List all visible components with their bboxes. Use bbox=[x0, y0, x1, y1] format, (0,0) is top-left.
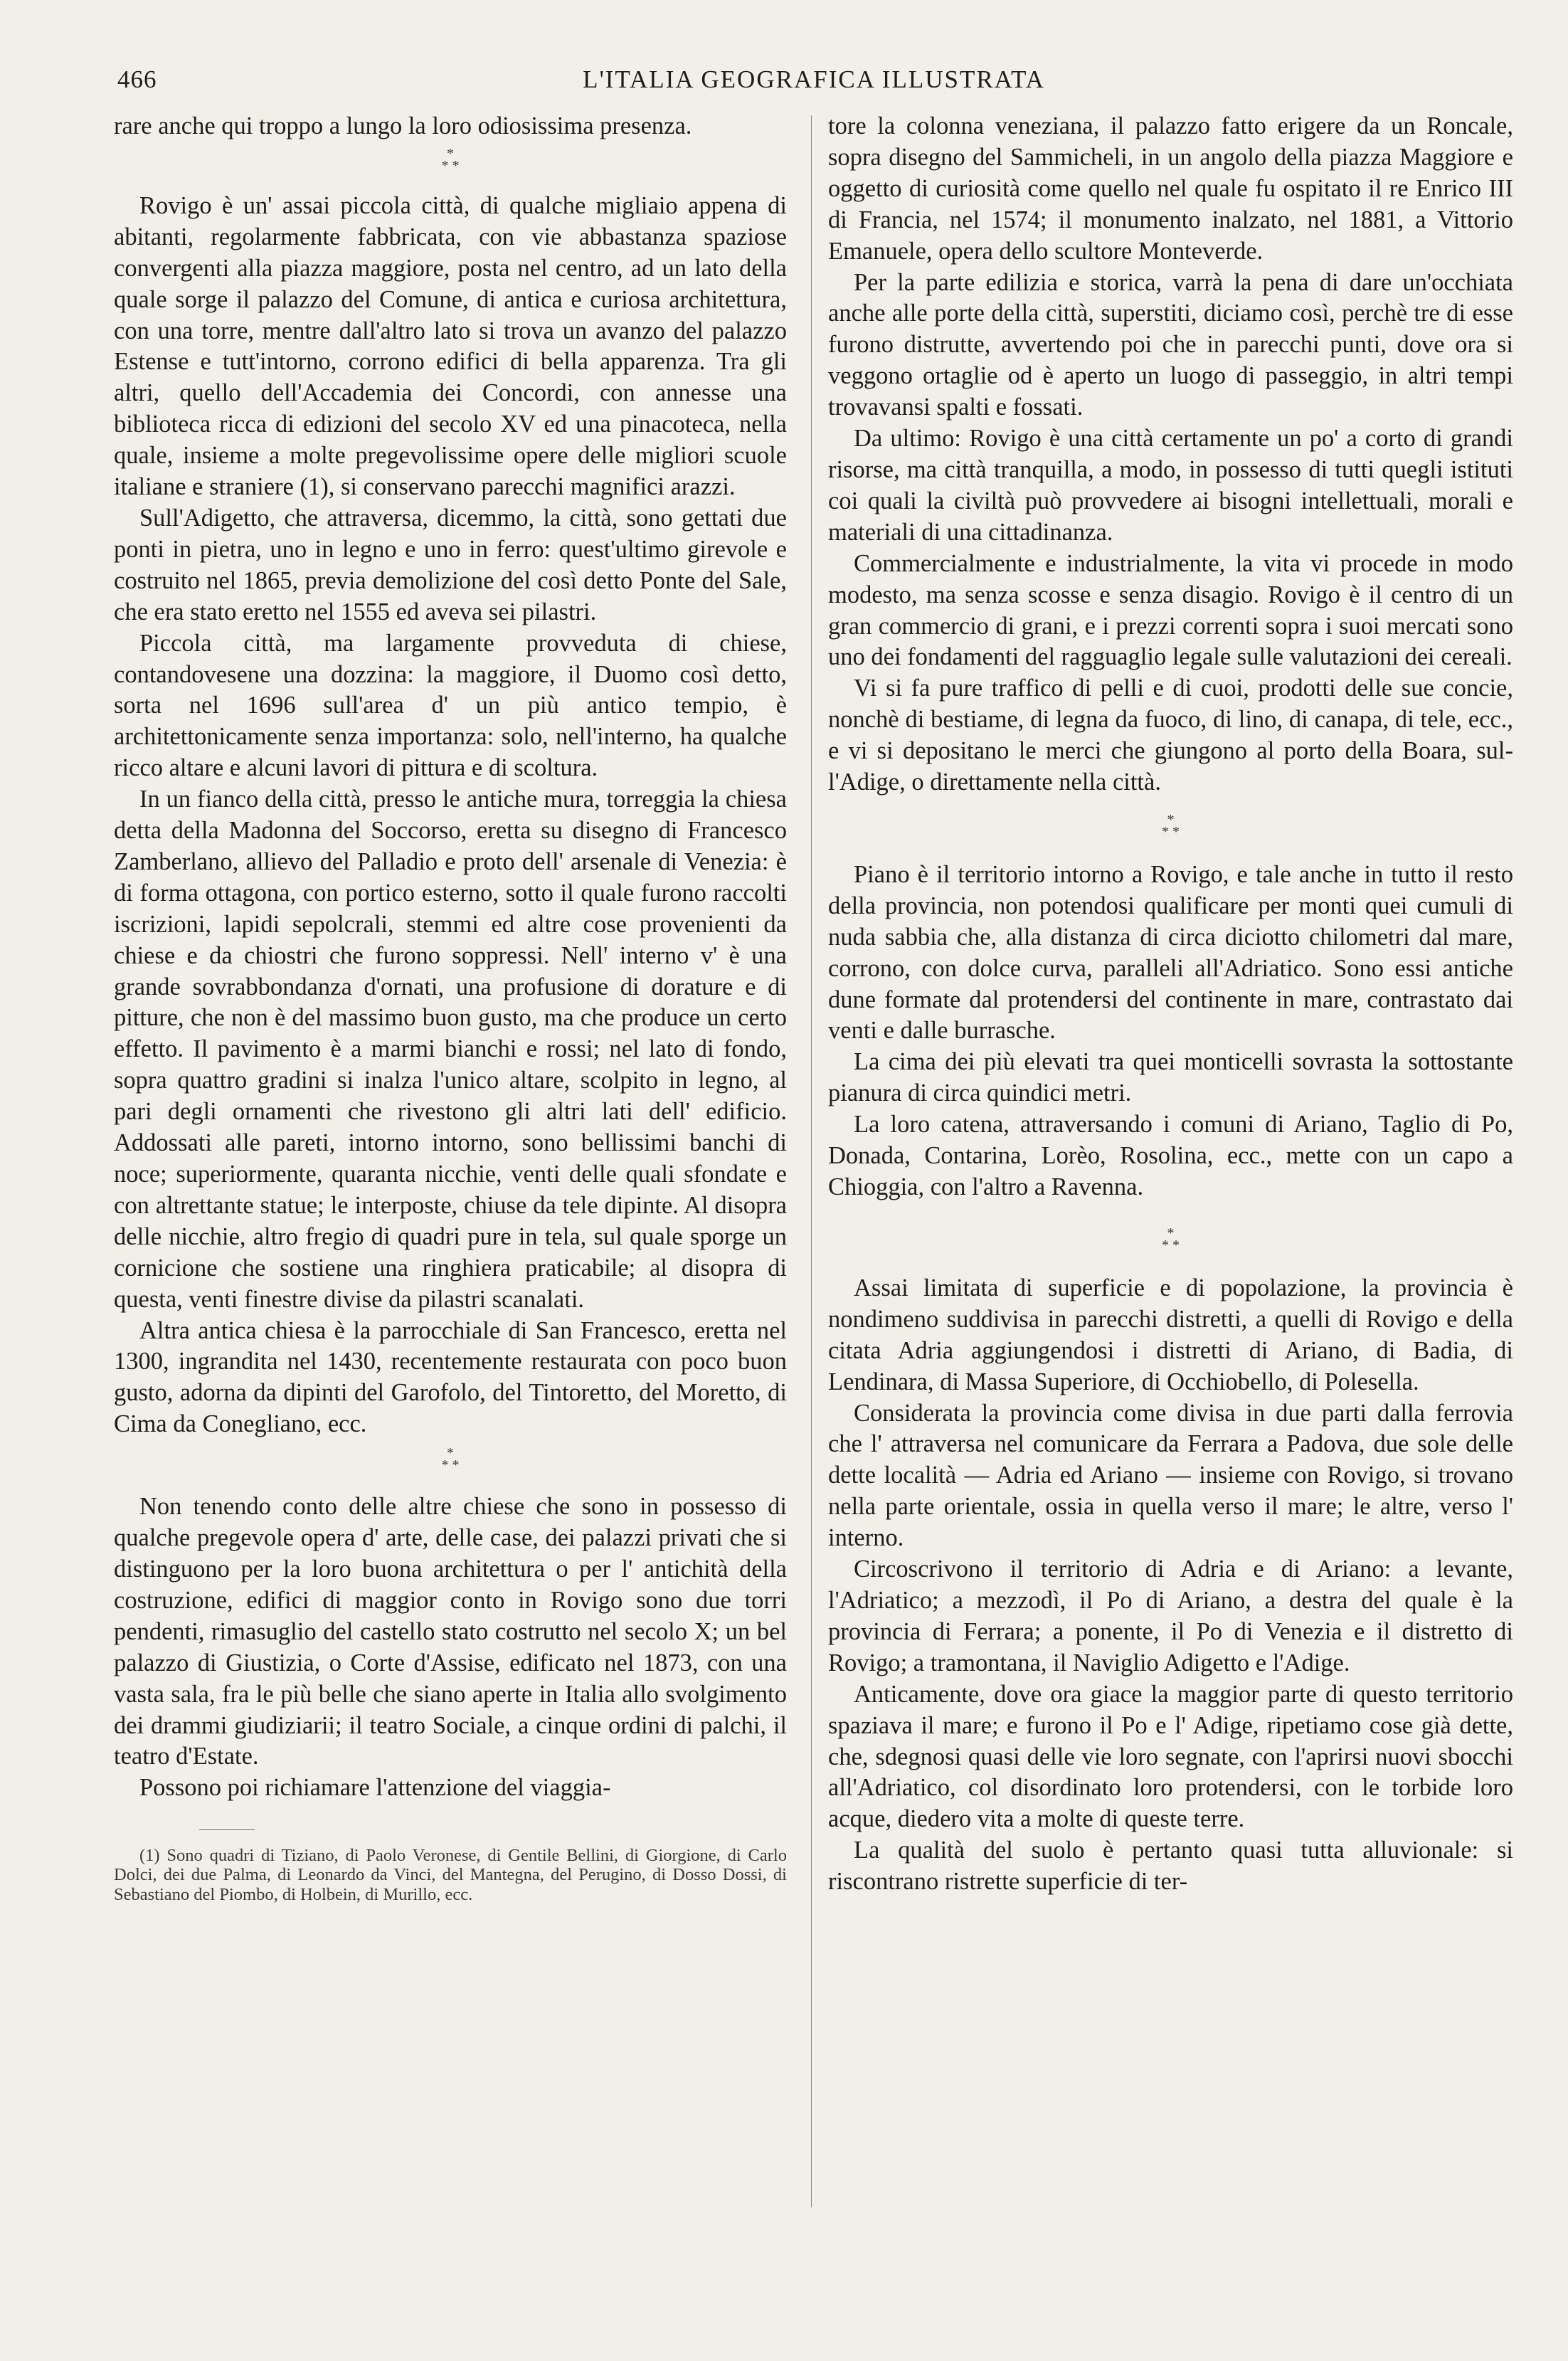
paragraph: La qualità del suolo è pertanto quasi tutta alluvionale: si riscontrano ristrette superficie di ter- bbox=[828, 1837, 1513, 1896]
separator-top: * bbox=[1167, 1225, 1175, 1241]
separator-bottom: * * bbox=[1162, 823, 1180, 840]
section-separator bbox=[114, 145, 787, 174]
separator-bottom: * * bbox=[441, 1457, 460, 1474]
separator-top: * bbox=[447, 145, 454, 162]
paragraph: Non tenendo conto delle altre chiese che sono in possesso di qualche pregevole opera d' arte, delle case, dei palazzi privati che si distinguono per la loro buona architettura o per l' antichità della costruzione, edifici di maggior conto in Rovigo sono due torri pendenti, rimasuglio del castello stato costrutto nel secolo X; un bel palazzo di Giustizia, o Corte d'Assise, edificato nel 1873, con una vasta sala, fra le più belle che siano aperte in Italia allo svolgimento dei drammi giudiziarii; il teatro Sociale, a cinque ordini di palchi, il teatro d'Estate. bbox=[114, 1493, 787, 1770]
paragraph: Sull'Adigetto, che attraversa, dicemmo, la città, sono gettati due ponti in pietra, uno in legno e uno in ferro: quest'ultimo girevole e costruito nel 1865, previa demolizione del così detto Ponte del Sale, che era stato eretto nel 1555 ed aveva sei pilastri. bbox=[114, 504, 787, 625]
footnote: (1) Sono quadri di Tiziano, di Paolo Veronese, di Gentile Bellini, di Giorgione, di Carlo Dolci, dei due Palma, di Leonardo da Vinci, del Mantegna, del Perugino, di Dosso Dossi, di Sebastiano del Piombo, di Holbein, di Murillo, ecc. bbox=[114, 1846, 787, 1904]
paragraph: rare anche qui troppo a lungo la loro odiosissima presenza. bbox=[114, 112, 692, 139]
paragraph: La loro catena, attraversando i comuni di Ariano, Taglio di Po, Donada, Contarina, Lorèo, Rosolina, ecc., mette con un capo a Chioggia, con l'altro a Ravenna. bbox=[828, 1111, 1513, 1200]
paragraph: Possono poi richiamare l'attenzione del viaggia- bbox=[139, 1774, 611, 1802]
section-separator bbox=[114, 1447, 787, 1472]
paragraph: Da ultimo: Rovigo è una città certamente un po' a corto di grandi risorse, ma città tranquilla, a modo, in possesso di tutti quegli istituti coi quali la civiltà può provvedere ai bisogni intellettuali, morali e materiali di una cittadinanza. bbox=[828, 425, 1513, 546]
paragraph: Vi si fa pure traffico di pelli e di cuoi, prodotti delle sue concie, nonchè di bestiame, di legna da fuoco, di lino, di canapa, di tele, ecc., e vi si depositano le merci che giungono al porto della Boara, sul-l'Adige, o direttamente nella città. bbox=[828, 675, 1513, 796]
paragraph: In un fianco della città, presso le antiche mura, torreggia la chiesa detta della Madonna del Soccorso, eretta su disegno di Francesco Zamberlano, allievo del Palladio e proto dell' arsenale di Venezia: è di forma ottagona, con portico esterno, sotto il quale furono raccolti iscrizioni, lapidi sepolcrali, stemmi ed altre cose provenienti da chiese e da chiostri che furono soppressi. Nell' interno v' è una grande sovrabbondanza d'ornati, una profusione di dorature e di pitture, che non è del massimo buon gusto, ma che produce un certo effetto. Il pavimento è a marmi bianchi e rossi; nel lato di fondo, sopra quattro gradini si inalza l'unico altare, scolpito in legno, al pari degli ornamenti che rivestono gli altri lati dell' edificio. Addossati alle pareti, intorno intorno, sono bellissimi banchi di noce; superiormente, quaranta nicchie, venti delle quali sfondate e con altrettante statue; le interposte, chiuse da tele dipinte. Al disopra delle nicchie, altro fregio di quadri pure in tela, sul quale sporge un cornicione che sostiene una ringhiera praticabile; al disopra di questa, venti finestre divise da pilastri scanalati. bbox=[114, 786, 787, 1313]
paragraph: tore la colonna veneziana, il palazzo fatto erigere da un Roncale, sopra disegno del Sammicheli, in un angolo della piazza Maggiore e oggetto di curiosità come quello nel quale fu ospitato il re Enrico III di Francia, nel 1574; il monumento inalzato, nel 1881, a Vittorio Emanuele, opera dello scultore Monteverde. bbox=[828, 112, 1513, 265]
separator-top: * bbox=[447, 1445, 454, 1462]
paragraph: Rovigo è un' assai piccola città, di qualche migliaio appena di abitanti, regolarmente fabbricata, con vie abbastanza spaziose convergenti alla piazza maggiore, posta nel centro, ad un lato della quale sorge il palazzo del Comune, di antica e curiosa architettura, con una torre, mentre dall'altro lato si trova un avanzo del palazzo Estense e tutt'intorno, corrono edifici di bella apparenza. Tra gli altri, quello dell'Accademia dei Concordi, con annesse una biblioteca ricca di edizioni del secolo XV ed una pinacoteca, nella quale, insieme a molte pregevolissime opere delle migliori scuole italiane e straniere (1), si conservano parecchi magnifici arazzi. bbox=[114, 191, 787, 501]
separator-top: * bbox=[1167, 811, 1175, 828]
footnote-rule bbox=[199, 1829, 255, 1830]
right-column bbox=[828, 111, 1513, 1898]
paragraph: Circoscrivono il territorio di Adria e di Ariano: a levante, l'Adriatico; a mezzodì, il Po di Ariano, a destra del quale è la provincia di Ferrara; a ponente, il Po di Venezia e il distretto di Rovigo; a tramontana, il Naviglio Adigetto e l'Adige. bbox=[828, 1555, 1513, 1676]
paragraph: Anticamente, dove ora giace la maggior parte di questo territorio spaziava il mare; e furono il Po e l' Adige, ripetiamo cose già dette, che, sdegnosi quasi delle vie loro segnate, con l'aprirsi nuovi sbocchi all'Adriatico, col disordinato loro protendersi, con le torbide loro acque, diedero vita a molte di queste terre. bbox=[828, 1680, 1513, 1833]
column-divider bbox=[811, 115, 812, 2207]
paragraph: La cima dei più elevati tra quei monticelli sovrasta la sottostante pianura di circa quindici metri. bbox=[828, 1048, 1513, 1107]
paragraph: Piano è il territorio intorno a Rovigo, e tale anche in tutto il resto della provincia, non potendosi qualificare per monti quei cumuli di nuda sabbia che, alla distanza di circa diciotto chilometri dal mare, corrono, con dolce curva, paralleli all'Adriatico. Sono essi antiche dune formate dal protendersi del continente in mare, contrastato dai venti e dalle burrasche. bbox=[828, 860, 1513, 1045]
page-header bbox=[117, 65, 1510, 101]
running-title: L'ITALIA GEOGRAFICA ILLUSTRATA bbox=[583, 65, 1045, 93]
page-number: 466 bbox=[117, 65, 157, 93]
paragraph: Commercialmente e industrialmente, la vita vi procede in modo modesto, ma senza scosse e senza disagio. Rovigo è il centro di un gran commercio di grani, e i prezzi correnti sopra i suoi mercati sono uno dei fondamenti del ragguaglio legale sulle valutazioni dei cereali. bbox=[828, 549, 1513, 671]
paragraph: Considerata la provincia come divisa in due parti dalla ferrovia che l' attraversa nel comunicare da Ferrara a Padova, due sole delle dette località — Adria ed Ariano — insieme con Rovigo, si trovano nella parte orientale, ossia in quella verso il mare; le altre, verso l' interno. bbox=[828, 1399, 1513, 1552]
left-column bbox=[114, 111, 787, 1904]
paragraph: Altra antica chiesa è la parrocchiale di San Francesco, eretta nel 1300, ingrandita nel 1430, recentemente restaurata con poco buon gusto, adorna da dipinti del Garofolo, del Tintoretto, del Moretto, di Cima da Conegliano, ecc. bbox=[114, 1316, 787, 1438]
separator-bottom: * * bbox=[441, 157, 460, 174]
section-separator bbox=[828, 1227, 1513, 1252]
separator-bottom: * * bbox=[1162, 1237, 1180, 1253]
paragraph: Per la parte edilizia e storica, varrà la pena di dare un'occhiata anche alle porte della città, superstiti, diciamo così, perchè tre di esse furono distrutte, avvertendo poi che in parecchi punti, dove ora si veggono ortaglie od è aperto un luogo di passeggio, in altri tempi trovavansi spalti e fossati. bbox=[828, 268, 1513, 421]
section-separator bbox=[828, 811, 1513, 840]
paragraph: Assai limitata di superficie e di popolazione, la provincia è nondimeno suddivisa in parecchi distretti, a quelli di Rovigo e della citata Adria aggiungendosi i distretti di Ariano, di Badia, di Lendinara, di Massa Superiore, di Occhiobello, di Polesella. bbox=[828, 1274, 1513, 1395]
paragraph: Piccola città, ma largamente provveduta di chiese, contandovesene una dozzina: la maggiore, il Duomo così detto, sorta nel 1696 sull'area d' un più antico tempio, è architettonicamente senza importanza: solo, nell'interno, ha qualche ricco altare e alcuni lavori di pittura e di scoltura. bbox=[114, 629, 787, 782]
